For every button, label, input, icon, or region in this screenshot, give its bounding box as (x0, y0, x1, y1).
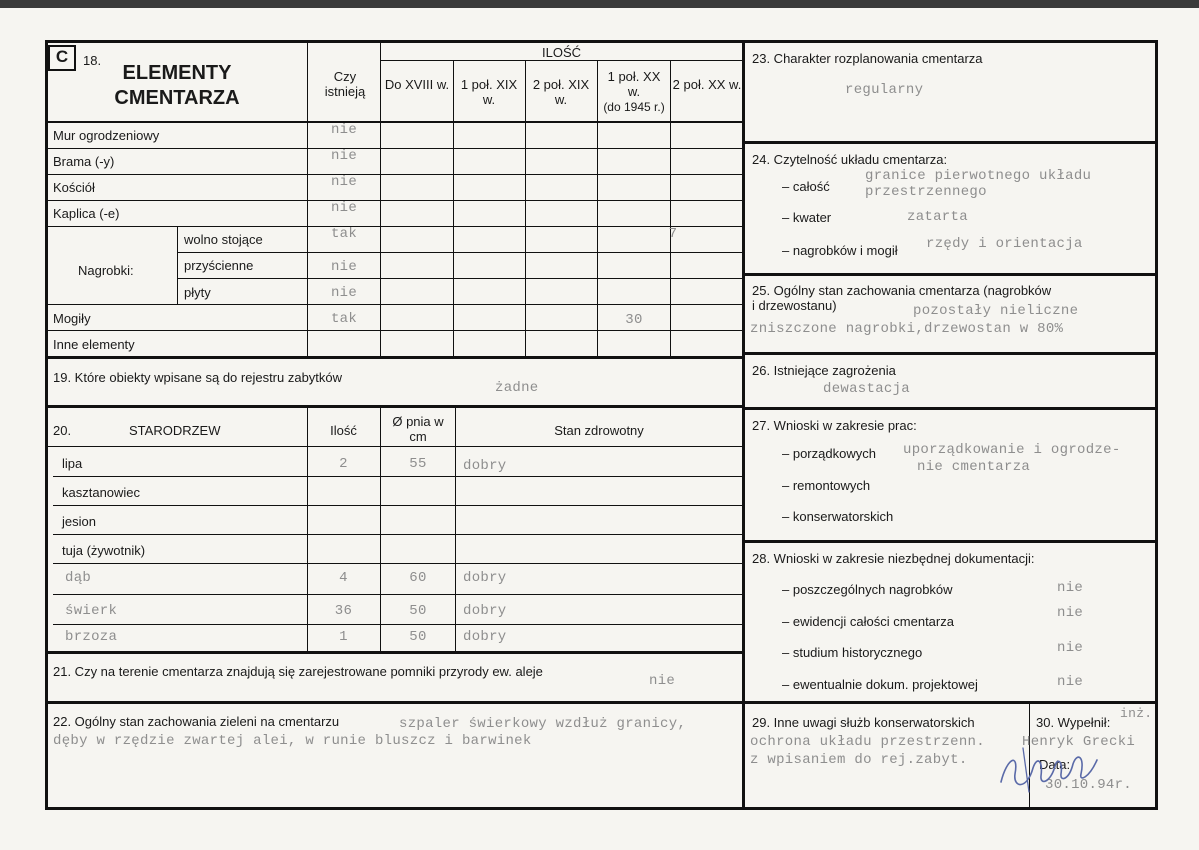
s19-bottom (45, 405, 743, 408)
element-label-mur: Mur ogrodzeniowy (53, 128, 160, 143)
s22-value-line1: szpaler świerkowy wzdłuż granicy, (399, 716, 687, 732)
nagrobki-przyscienne-label: przyścienne (184, 258, 254, 273)
nagrobki-divider (177, 226, 178, 304)
tree-row-5-name: świerk (65, 603, 118, 619)
s24-calosc-value-line1: granice pierwotnego układu (865, 168, 1092, 184)
row-line-3 (45, 200, 743, 201)
tree-row-0-qty: 2 (339, 456, 348, 472)
inne-elementy-label: Inne elementy (53, 337, 135, 352)
s20-row-line-1 (53, 476, 743, 477)
nagrobki-label: Nagrobki: (78, 263, 134, 278)
s28-label: 28. Wnioski w zakresie niezbędnej dokumentacji: (752, 551, 1035, 566)
s19-value: żadne (495, 380, 539, 396)
frame-bottom (45, 807, 1158, 810)
frame-right (1155, 40, 1158, 810)
s20-header-line (45, 446, 743, 447)
qty-header-line (380, 60, 743, 61)
s30-title-abbr: inż. (1120, 706, 1153, 721)
s20-row-line-4 (53, 563, 743, 564)
s27-porz-label: – porządkowych (782, 446, 876, 461)
s23-label: 23. Charakter rozplanowania cmentarza (752, 51, 983, 66)
s21-value: nie (649, 673, 676, 689)
nagrobki-wolno-count: 7 (668, 226, 678, 242)
s20-bottom (45, 651, 743, 654)
mogily-count: 30 (625, 312, 643, 328)
s25-bottom (743, 352, 1156, 355)
scan-edge (0, 0, 1199, 8)
s30-date: 30.10.94r. (1045, 777, 1133, 793)
s24-kwater-label: – kwater (782, 210, 832, 225)
row-line-8 (45, 330, 743, 331)
s27-rem-label: – remontowych (782, 478, 871, 493)
element-label-brama: Brama (-y) (53, 154, 115, 169)
s24-nagrobkow-value: rzędy i orientacja (926, 236, 1083, 252)
s27-label: 27. Wnioski w zakresie prac: (752, 418, 917, 433)
qty-col-xviii: Do XVIII w. (384, 77, 450, 92)
s29-value-line2: z wpisaniem do rej.zabyt. (750, 752, 968, 768)
s26-label: 26. Istniejące zagrożenia (752, 363, 896, 378)
s30-name: Henryk Grecki (1022, 734, 1136, 750)
s25-value-line1: pozostały nieliczne (913, 303, 1079, 319)
row-line-6 (177, 278, 743, 279)
signature-mark (993, 730, 1113, 800)
row-line-0 (45, 121, 743, 123)
nagrobki-wolno-label: wolno stojące (184, 232, 263, 247)
row-line-9 (45, 356, 743, 359)
row-line-7 (45, 304, 743, 305)
s28-item-3-value: nie (1057, 674, 1084, 690)
s28-item-3-label: – ewentualnie dokum. projektowej (782, 677, 978, 692)
qty-header: ILOŚĆ (541, 45, 581, 60)
tree-row-4-name: dąb (65, 570, 92, 586)
row-line-2 (45, 174, 743, 175)
element-exists-kaplica: nie (330, 200, 358, 216)
s28-bottom (743, 701, 1156, 704)
s28-item-0-label: – poszczególnych nagrobków (782, 582, 953, 597)
row-line-1 (45, 148, 743, 149)
qty-col-2-xix: 2 poł. XIX w. (532, 77, 590, 107)
tree-row-0-name: lipa (62, 456, 83, 471)
tree-row-5-qty: 36 (334, 603, 353, 619)
s21-label: 21. Czy na terenie cmentarza znajdują się zarejestrowane pomniki przyrody ew. aleje (53, 664, 543, 679)
tree-row-3-name: tuja (żywotnik) (62, 543, 146, 558)
s28-item-1-label: – ewidencji całości cmentarza (782, 614, 954, 629)
s28-item-0-value: nie (1057, 580, 1084, 596)
tree-row-1-name: kasztanowiec (62, 485, 141, 500)
s22-label: 22. Ogólny stan zachowania zieleni na cmentarzu (53, 714, 340, 729)
s28-item-2-label: – studium historycznego (782, 645, 923, 660)
s21-bottom (45, 701, 743, 704)
col-line-q1 (453, 60, 454, 358)
card-letter-box: C (48, 45, 76, 71)
nagrobki-plyty-exists: nie (330, 285, 358, 301)
col-line-q2 (525, 60, 526, 358)
tree-row-5-diam: 50 (409, 603, 427, 619)
section-18-title-line2: CMENTARZA (114, 87, 240, 109)
s19-label: 19. Które obiekty wpisane są do rejestru zabytków (53, 370, 343, 385)
qty-col-1-xx-note: (do 1945 r.) (603, 100, 665, 114)
s27-kons-label: – konserwatorskich (782, 509, 894, 524)
s27-porz-value-line1: uporządkowanie i ogrodze- (903, 442, 1121, 458)
s26-bottom (743, 407, 1156, 410)
s20-number: 20. (53, 423, 72, 438)
s20-col-line-2 (380, 407, 381, 653)
frame-top (45, 40, 1158, 43)
s26-value: dewastacja (823, 381, 911, 397)
s23-bottom (743, 141, 1156, 144)
mogily-exists: tak (330, 311, 358, 327)
s20-row-line-2 (53, 505, 743, 506)
s24-kwater-value: zatarta (907, 209, 968, 225)
s29-label: 29. Inne uwagi służb konserwatorskich (752, 715, 975, 730)
qty-col-1-xix: 1 poł. XIX w. (460, 77, 518, 107)
tree-row-6-health: dobry (463, 629, 507, 645)
s24-calosc-label: – całość (782, 179, 830, 194)
tree-row-2-name: jesion (62, 514, 96, 529)
s20-title: STARODRZEW (129, 423, 221, 438)
s28-item-1-value: nie (1057, 605, 1084, 621)
element-exists-kosciol: nie (330, 174, 358, 190)
nagrobki-przyscienne-exists: nie (330, 259, 358, 275)
s20-row-line-5 (53, 594, 743, 595)
s25-value-line2: zniszczone nagrobki,drzewostan w 80% (750, 321, 1064, 337)
s29-value-line1: ochrona układu przestrzenn. (750, 734, 985, 750)
qty-col-2-xx: 2 poł. XX w. (672, 77, 742, 92)
s25-label-line2: i drzewostanu) (752, 298, 837, 313)
s24-bottom (743, 273, 1156, 276)
s25-label-line1: 25. Ogólny stan zachowania cmentarza (nagrobków (752, 283, 1052, 298)
tree-row-6-qty: 1 (339, 629, 348, 645)
cemetery-card (45, 40, 1158, 810)
s24-label: 24. Czytelność układu cmentarza: (752, 152, 948, 167)
s27-porz-value-line2: nie cmentarza (917, 459, 1031, 475)
qty-col-1-xx: 1 poł. XX w. (607, 69, 661, 99)
s20-diam-header: Ø pnia w cm (392, 414, 444, 444)
row-line-5 (177, 252, 743, 253)
s27-bottom (743, 540, 1156, 543)
col-line-q4 (670, 60, 671, 358)
nagrobki-plyty-label: płyty (184, 285, 211, 300)
section-18-number: 18. (83, 53, 102, 68)
tree-row-4-health: dobry (463, 570, 507, 586)
exists-column-header: Czy istnieją (324, 69, 366, 99)
col-line-exists (380, 40, 381, 358)
mogily-label: Mogiły (53, 311, 91, 326)
s24-calosc-value-line2: przestrzennego (865, 184, 987, 200)
s30-date-label: Data: (1039, 757, 1071, 772)
tree-row-4-diam: 60 (409, 570, 427, 586)
s24-nagrobkow-label: – nagrobków i mogił (782, 243, 898, 258)
element-exists-brama: nie (330, 148, 358, 164)
s20-col-line-3 (455, 407, 456, 653)
section-18-title-line1: ELEMENTY (122, 62, 232, 84)
s20-row-line-3 (53, 534, 743, 535)
tree-row-4-qty: 4 (339, 570, 348, 586)
tree-row-5-health: dobry (463, 603, 507, 619)
s28-item-2-value: nie (1057, 640, 1084, 656)
s20-health-header: Stan zdrowotny (554, 423, 644, 438)
s20-qty-header: Ilość (330, 423, 357, 438)
element-label-kosciol: Kościół (53, 180, 95, 195)
tree-row-0-diam: 55 (409, 456, 427, 472)
tree-row-6-diam: 50 (409, 629, 427, 645)
element-exists-mur: nie (330, 122, 358, 138)
s20-row-line-6 (53, 624, 743, 625)
frame-left (45, 40, 48, 810)
nagrobki-wolno-exists: tak (330, 226, 358, 242)
s23-value: regularny (845, 82, 924, 98)
s22-value-line2: dęby w rzędzie zwartej alei, w runie bluszcz i barwinek (53, 733, 532, 749)
tree-row-0-health: dobry (463, 458, 507, 474)
element-label-kaplica: Kaplica (-e) (53, 206, 120, 221)
s30-label: 30. Wypełnił: (1036, 715, 1111, 730)
tree-row-6-name: brzoza (65, 629, 118, 645)
